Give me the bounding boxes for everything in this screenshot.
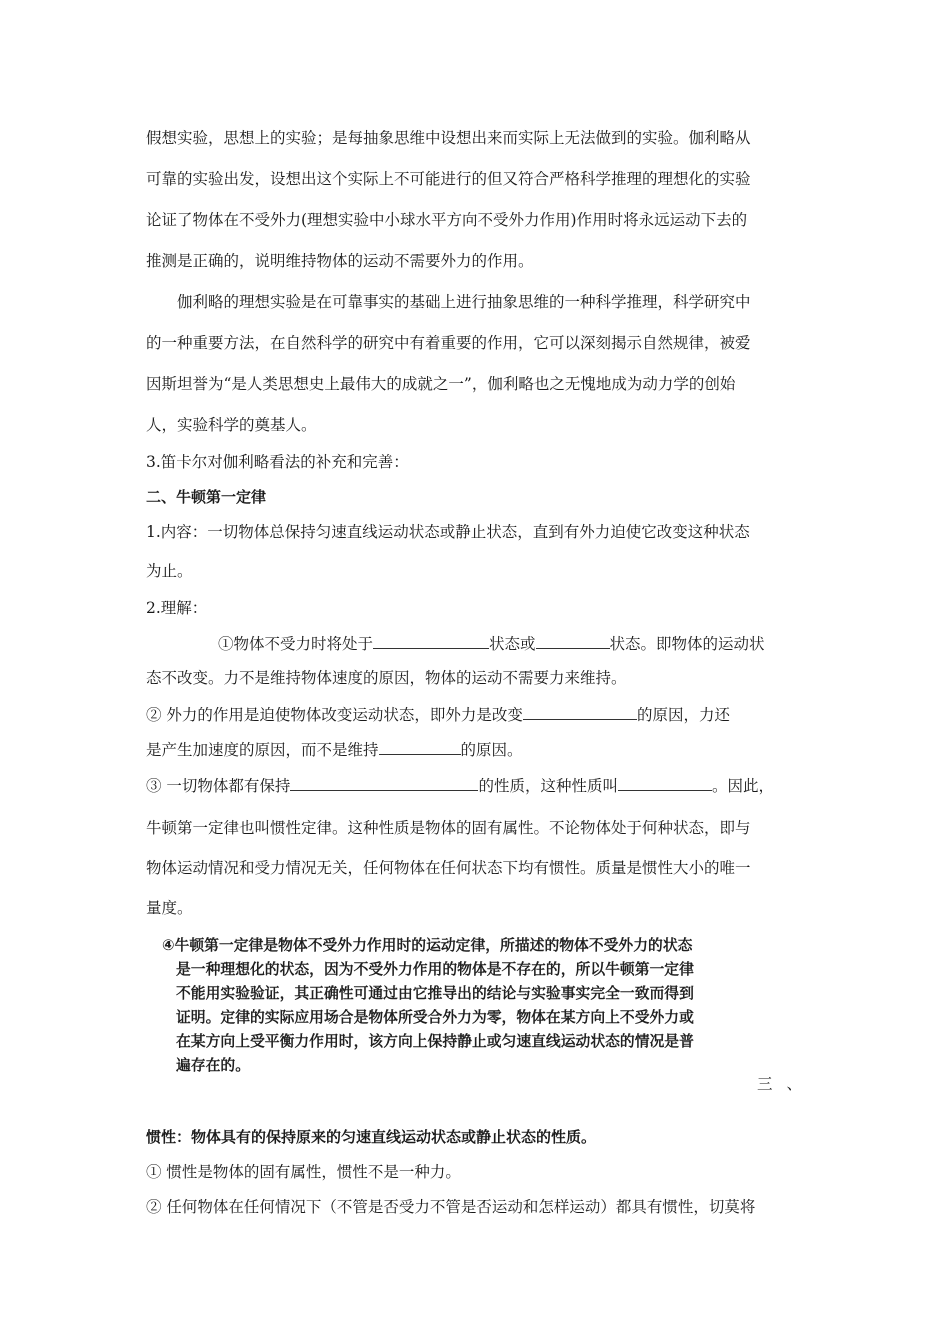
scanned-text-block bbox=[162, 932, 762, 1092]
inertia-point-2: ② 任何物体在任何情况下（不管是否受力不管是否运动和怎样运动）都具有惯性，切莫将 bbox=[146, 1198, 756, 1216]
u2-text-a: ② 外力的作用是迫使物体改变运动状态，即外力是改变 bbox=[146, 706, 523, 724]
u2-text-b: 的原因，力还 bbox=[636, 706, 730, 724]
fill-blank[interactable] bbox=[523, 705, 637, 720]
inertia-heading: 惯性：物体具有的保持原来的匀速直线运动状态或静止状态的性质。 bbox=[146, 1128, 597, 1146]
scan-line-6: 遍存在的。 bbox=[176, 1057, 250, 1074]
inertia-point-1: ① 惯性是物体的固有属性，惯性不是一种力。 bbox=[146, 1163, 461, 1181]
para-1-line-4: 推测是正确的，说明维持物体的运动不需要外力的作用。 bbox=[146, 252, 534, 270]
understand-3-line-4: 量度。 bbox=[146, 899, 193, 917]
u1-text-c: 状态。即物体的运动状 bbox=[609, 635, 765, 653]
para-2-line-3: 因斯坦誉为“是人类思想史上最伟大的成就之一”，伽利略也之无愧地成为动力学的创始 bbox=[146, 375, 736, 393]
understand-2-line-1 bbox=[146, 705, 730, 725]
para-1-line-2: 可靠的实验出发，设想出这个实际上不可能进行的但又符合严格科学推理的理想化的实验 bbox=[146, 170, 751, 188]
section-3-marker: 三、 bbox=[757, 1075, 817, 1093]
para-2-line-1: 伽利略的理想实验是在可靠事实的基础上进行抽象思维的一种科学推理，科学研究中 bbox=[177, 293, 751, 311]
understand-3-line-3: 物体运动情况和受力情况无关，任何物体在任何状态下均有惯性。质量是惯性大小的唯一 bbox=[146, 859, 751, 877]
para-2-line-4: 人，实验科学的奠基人。 bbox=[146, 416, 317, 434]
para-2-line-2: 的一种重要方法，在自然科学的研究中有着重要的作用，它可以深刻揭示自然规律，被爱 bbox=[146, 334, 751, 352]
content-line-1: 1.内容：一切物体总保持匀速直线运动状态或静止状态，直到有外力迫使它改变这种状态 bbox=[146, 523, 750, 541]
understand-heading: 2.理解： bbox=[146, 599, 208, 617]
fill-blank[interactable] bbox=[536, 634, 610, 649]
fill-blank[interactable] bbox=[373, 634, 489, 649]
fill-blank[interactable] bbox=[618, 776, 712, 791]
u2-text-c: 是产生加速度的原因，而不是维持 bbox=[146, 741, 379, 759]
u3-text-c: 。因此， bbox=[711, 777, 774, 795]
u3-text-a: ③ 一切物体都有保持 bbox=[146, 777, 291, 795]
section-2-heading: 二、牛顿第一定律 bbox=[146, 488, 267, 506]
understand-1-line-1 bbox=[218, 634, 765, 654]
understand-3-line-1 bbox=[146, 776, 774, 796]
scan-line-4: 证明。定律的实际应用场合是物体所受合外力为零，物体在某方向上不受外力或 bbox=[176, 1009, 694, 1026]
scan-line-3: 不能用实验验证，其正确性可通过由它推导出的结论与实验事实完全一致而得到 bbox=[176, 985, 694, 1002]
understand-3-line-2: 牛顿第一定律也叫惯性定律。这种性质是物体的固有属性。不论物体处于何种状态，即与 bbox=[146, 819, 751, 837]
u2-text-d: 的原因。 bbox=[460, 741, 523, 759]
fill-blank[interactable] bbox=[379, 740, 461, 755]
item-3-heading: 3.笛卡尔对伽利略看法的补充和完善： bbox=[146, 453, 409, 471]
scan-line-1: ④牛顿第一定律是物体不受外力作用时的运动定律，所描述的物体不受外力的状态 bbox=[162, 937, 693, 954]
u3-text-b: 的性质，这种性质叫 bbox=[478, 777, 618, 795]
scan-line-5: 在某方向上受平衡力作用时，该方向上保持静止或匀速直线运动状态的情况是普 bbox=[176, 1033, 694, 1050]
content-line-2: 为止。 bbox=[146, 562, 193, 580]
understand-1-line-2: 态不改变。力不是维持物体速度的原因，物体的运动不需要力来维持。 bbox=[146, 669, 627, 687]
fill-blank[interactable] bbox=[290, 776, 478, 791]
para-1-line-3: 论证了物体在不受外力(理想实验中小球水平方向不受外力作用)作用时将永远运动下去的 bbox=[146, 211, 748, 229]
understand-2-line-2 bbox=[146, 740, 523, 760]
u1-text-a: ①物体不受力时将处于 bbox=[218, 635, 374, 653]
para-1-line-1: 假想实验，思想上的实验；是每抽象思维中设想出来而实际上无法做到的实验。伽利略从 bbox=[146, 129, 751, 147]
u1-text-b: 状态或 bbox=[489, 635, 536, 653]
scan-line-2: 是一种理想化的状态，因为不受外力作用的物体是不存在的，所以牛顿第一定律 bbox=[176, 961, 694, 978]
